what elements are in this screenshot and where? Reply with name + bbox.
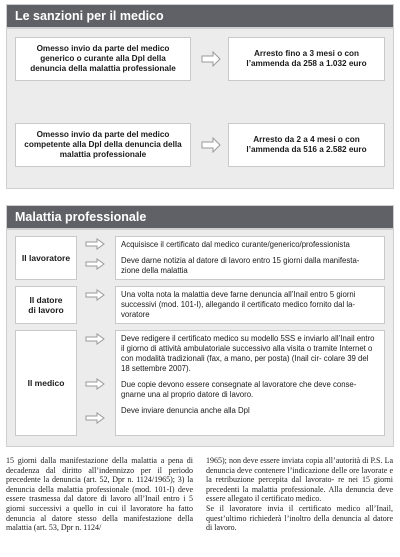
sanction-penalty: Arresto da 2 a 4 mesi o con l’ammenda da 516 a 2.582 euro — [228, 123, 385, 167]
body-column-left — [6, 456, 193, 533]
arrow-right-icon — [201, 137, 221, 153]
sanction-row — [15, 37, 385, 81]
occupational-disease-title: Malattia professionale — [7, 206, 393, 230]
sanction-violation: Omesso invio da parte del medico generico o curante alla Dpl della denuncia della malattia professionale — [15, 37, 191, 81]
role-description — [115, 286, 385, 324]
role-description — [115, 330, 385, 436]
role-paragraph: Acquisisce il certificato dal medico curante/generico/professionista — [121, 240, 350, 249]
sanction-row — [15, 123, 385, 167]
arrow-right-icon — [85, 238, 105, 250]
role-row-worker — [15, 236, 385, 280]
arrow-right-icon — [201, 51, 221, 67]
role-paragraph: Due copie devono essere consegnate al lavoratore che deve conse- gnarne una al proprio datore di lavoro. — [121, 380, 357, 399]
role-paragraph: Una volta nota la malattia deve farne denuncia all’Inail entro 5 giorni successivi (mod. 101-I), allegando il certificato medico fornito dal la- voratore — [121, 290, 356, 319]
role-row-employer — [15, 286, 385, 324]
arrow-right-icon — [85, 412, 105, 424]
body-paragraph: 1965); non deve essere inviata copia all’autorità di P.S. La denuncia deve contenere l’indicazione delle ore lavorate e la retribuzione percepita dal lavorato- re nei 15 giorni precedenti la malattia professionale. Alla denuncia deve essere allegato il certificato medico. — [206, 456, 393, 504]
sanctions-title: Le sanzioni per il medico — [7, 5, 393, 29]
sanction-violation: Omesso invio da parte del medico competente alla Dpl della denuncia della malattia professionale — [15, 123, 191, 167]
role-description — [115, 236, 385, 280]
arrow-right-icon — [85, 378, 105, 390]
role-label: Il lavoratore — [15, 236, 77, 280]
role-paragraph: Deve darne notizia al datore di lavoro entro 15 giorni dalla manifesta- zione della malattia — [121, 256, 360, 275]
arrow-right-icon — [85, 258, 105, 270]
role-label: Il medico — [15, 330, 77, 436]
occupational-disease-box — [6, 205, 394, 447]
role-paragraph: Deve inviare denuncia anche alla Dpl — [121, 406, 250, 415]
body-column-right — [206, 456, 393, 533]
role-paragraph: Deve redigere il certificato medico su modello 5SS e inviarlo all’Inail entro il giorno di attività ambulatoriale successivo alla visita o tramite Internet o con modalità tradizionali (fax, a mano, per posta) (Inail cir- colare 39 del 18 settembre 2007). — [121, 334, 375, 373]
sanction-penalty: Arresto fino a 3 mesi o con l’ammenda da 258 a 1.032 euro — [228, 37, 385, 81]
arrow-right-icon — [85, 333, 105, 345]
role-row-doctor — [15, 330, 385, 436]
body-paragraph: Se il lavoratore invia il certificato medico all’Inail, quest’ultimo richiederà l’inoltro della denuncia al datore di lavoro. — [206, 503, 393, 533]
sanctions-box — [6, 4, 394, 189]
body-paragraph: 15 giorni dalla manifestazione della malattia a pena di decadenza dal diritto all’indennizzo per il periodo precedente la denuncia (art. 52, Dpr n. 1124/1965); 3) la denuncia della malattia professionale (mod. 101-I) deve essere trasmessa dal datore di lavoro all’Inail entro i 5 giorni successivi a quello in cui il lavoratore ha fatto denuncia al datore stesso della manifestazione della malattia (art. 53, Dpr n. 1124/ — [6, 456, 193, 533]
arrow-right-icon — [85, 289, 105, 301]
role-label: Il datore di lavoro — [15, 286, 77, 324]
